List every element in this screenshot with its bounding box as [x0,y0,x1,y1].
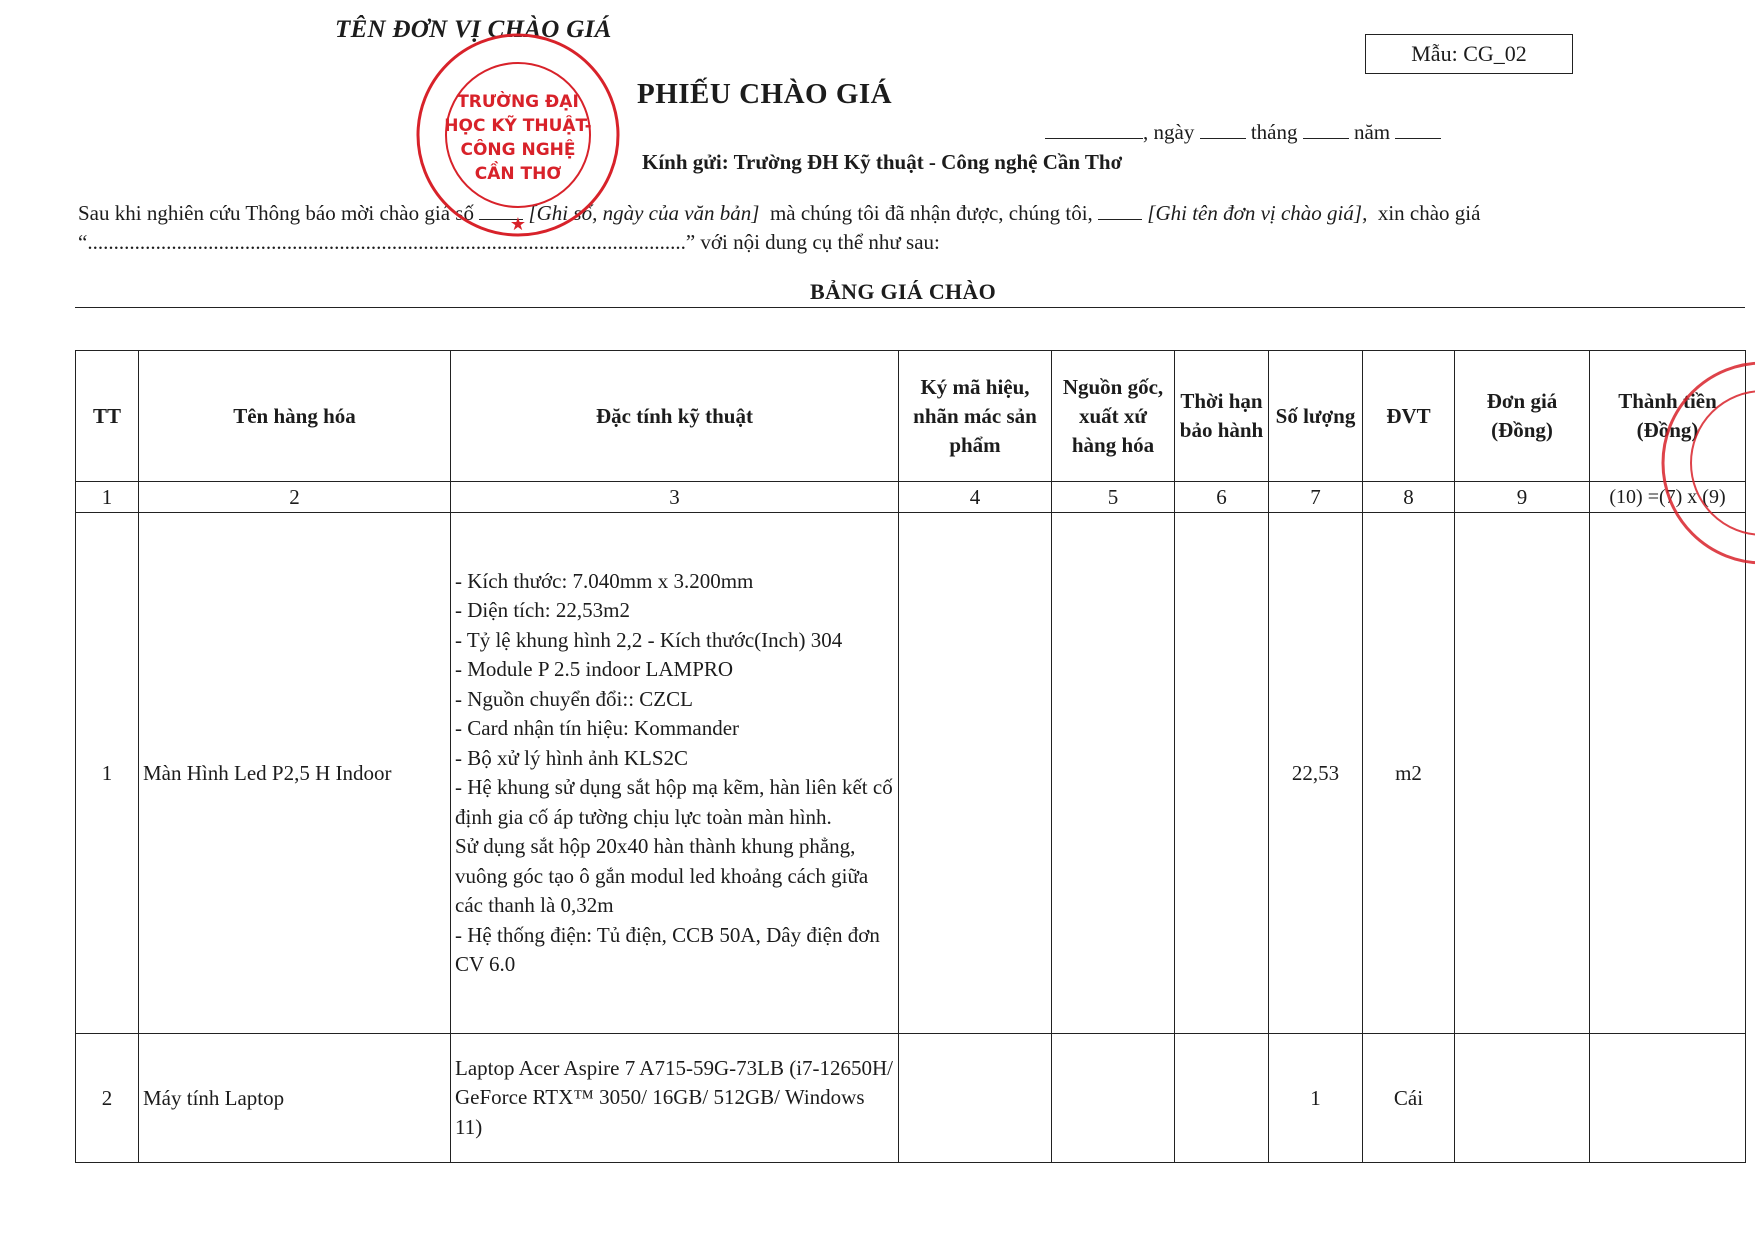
column-number-row [76,482,1746,513]
row-tt: 1 [76,513,139,1034]
recipient-line: Kính gửi: Trường ĐH Kỹ thuật - Công nghệ Cần Thơ [642,150,1123,174]
date-month-label: tháng [1250,120,1298,144]
row-total [1590,513,1746,1034]
unit-name-blank[interactable] [1098,205,1142,220]
row-unit: Cái [1363,1034,1455,1163]
row-origin [1052,1034,1175,1163]
row-price [1455,513,1590,1034]
header-qty: Số lượng [1269,351,1363,482]
spec-line: - Module P 2.5 indoor LAMPRO [455,657,734,681]
table-row [76,513,1746,1034]
row-warranty [1175,1034,1269,1163]
divider [75,307,1745,308]
col-num: 3 [451,482,899,513]
intro-text-3: xin chào giá [1377,201,1481,225]
row-total [1590,1034,1746,1163]
spec-line: - Diện tích: 22,53m2 [455,598,630,622]
row-name: Màn Hình Led P2,5 H Indoor [139,513,451,1034]
table-row [76,1034,1746,1163]
row-qty: 1 [1269,1034,1363,1163]
header-origin: Nguồn gốc, xuất xứ hàng hóa [1052,351,1175,482]
seal-rings-partial [1658,358,1755,568]
spec-line: - Hệ khung sử dụng sắt hộp mạ kẽm, hàn liên kết cố định gia cố áp tường chịu lực toàn màn hình. [455,775,893,829]
date-line [1045,120,1441,145]
intro-hint-2: [Ghi tên đơn vị chào giá], [1147,201,1368,225]
row-warranty [1175,513,1269,1034]
col-num: 7 [1269,482,1363,513]
header-unit: ĐVT [1363,351,1455,482]
page-title: PHIẾU CHÀO GIÁ [637,78,893,110]
row-spec [451,513,899,1034]
day-blank[interactable] [1200,122,1246,139]
spec-line: - Card nhận tín hiệu: Kommander [455,716,740,740]
spec-line: - Tỷ lệ khung hình 2,2 - Kích thước(Inch) 304 [455,627,843,652]
intro-text-4: ” với nội dung cụ thể như sau: [685,230,940,254]
official-seal [413,30,623,240]
spec-line: Sử dụng sắt hộp 20x40 hàn thành khung phẳng, vuông góc tạo ô gắn modul led khoảng cách giữa các thanh là 0,32m [455,834,869,917]
header-tt: TT [76,351,139,482]
col-num: (10) =(7) x (9) [1590,482,1746,513]
header-warranty: Thời hạn bảo hành [1175,351,1269,482]
spec-line: - Nguồn chuyển đổi:: CZCL [455,686,693,711]
spec-line: - Bộ xử lý hình ảnh KLS2C [455,745,689,770]
unit-name-label: TÊN ĐƠN VỊ CHÀO GIÁ [335,16,612,43]
col-num: 1 [76,482,139,513]
col-num: 9 [1455,482,1590,513]
header-total: Thành tiền (Đồng) [1590,351,1746,482]
col-num: 8 [1363,482,1455,513]
row-unit: m2 [1363,513,1455,1034]
row-brand [899,513,1052,1034]
intro-hint-1: [Ghi số, ngày của văn bản] [528,201,760,225]
header-row [76,351,1746,482]
svg-text:★: ★ [509,214,527,235]
date-day-label: , ngày [1143,120,1195,144]
row-origin [1052,513,1175,1034]
spec-line: - Hệ thống điện: Tủ điện, CCB 50A, Dây điện đơn CV 6.0 [455,922,880,976]
row-name: Máy tính Laptop [139,1034,451,1163]
year-blank[interactable] [1395,122,1441,139]
header-name: Tên hàng hóa [139,351,451,482]
row-qty: 22,53 [1269,513,1363,1034]
intro-text-2: mà chúng tôi đã nhận được, chúng tôi, [769,201,1093,225]
date-year-label: năm [1353,120,1391,144]
spec-line: Laptop Acer Aspire 7 A715-59G-73LB (i7-12650H/ GeForce RTX™ 3050/ 16GB/ 512GB/ Windows 11) [455,1055,894,1139]
intro-dots: .................................................................................................................. [87,230,686,254]
place-blank[interactable] [1045,122,1143,139]
row-price [1455,1034,1590,1163]
row-spec [451,1034,899,1163]
col-num: 5 [1052,482,1175,513]
spec-line: - Kích thước: 7.040mm x 3.200mm [455,568,754,593]
col-num: 6 [1175,482,1269,513]
header-brand: Ký mã hiệu, nhãn mác sản phẩm [899,351,1052,482]
table-title: BẢNG GIÁ CHÀO [810,279,997,304]
col-num: 2 [139,482,451,513]
header-spec: Đặc tính kỹ thuật [451,351,899,482]
intro-quote-open: “ [78,230,88,254]
official-seal-partial [1658,358,1755,568]
header-price: Đơn giá (Đồng) [1455,351,1590,482]
row-tt: 2 [76,1034,139,1163]
row-brand [899,1034,1052,1163]
col-num: 4 [899,482,1052,513]
intro-line-1 [78,201,1480,226]
form-code-box: Mẫu: CG_02 [1365,34,1573,74]
seal-institution-name: TRƯỜNG ĐẠI HỌC KỸ THUẬT-CÔNG NGHỆ CẦN THƠ [444,92,592,184]
quotation-table [75,350,1746,1163]
month-blank[interactable] [1303,122,1349,139]
intro-text-1: Sau khi nghiên cứu Thông báo mời chào giá số [78,201,474,225]
